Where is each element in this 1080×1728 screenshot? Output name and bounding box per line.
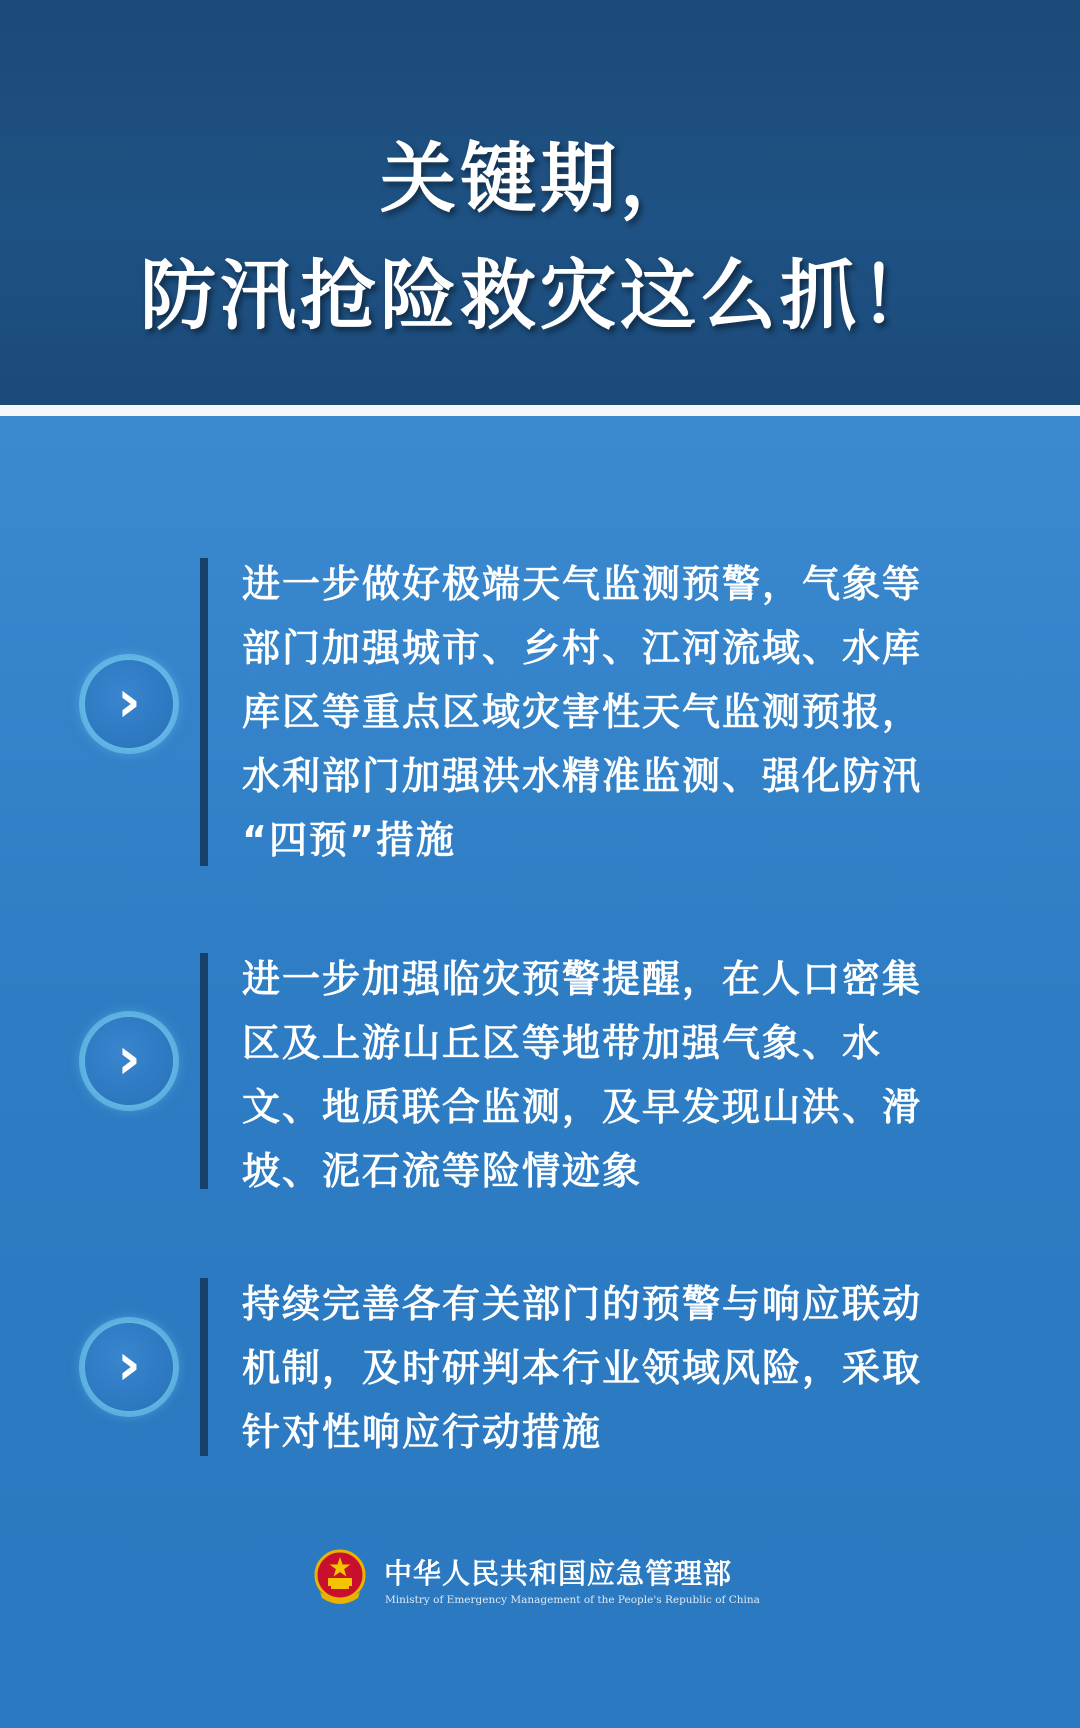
item-text-line: 机制，及时研判本行业领域风险，采取 xyxy=(242,1346,923,1390)
list-item xyxy=(0,953,1080,1193)
item-text xyxy=(242,947,992,1203)
item-accent-bar xyxy=(200,953,208,1189)
chevron-right-icon: › xyxy=(85,1017,173,1105)
item-text-line: 库区等重点区域灾害性天气监测预报， xyxy=(242,690,923,734)
list-item xyxy=(0,558,1080,866)
item-text xyxy=(242,1272,992,1464)
chevron-right-icon: › xyxy=(85,1323,173,1411)
item-text-line: 针对性响应行动措施 xyxy=(242,1410,603,1454)
item-text xyxy=(242,552,992,872)
item-text-line: 文、地质联合监测，及早发现山洪、滑 xyxy=(242,1085,923,1129)
chevron-right-icon: › xyxy=(85,660,173,748)
organization-name-english: Ministry of Emergency Management of the People's Republic of China xyxy=(385,1594,760,1606)
item-accent-bar xyxy=(200,558,208,866)
page-title-line-1: 关键期， xyxy=(380,134,700,223)
item-text-line: 进一步加强临灾预警提醒，在人口密集 xyxy=(242,957,923,1001)
item-text-line: 进一步做好极端天气监测预警，气象等 xyxy=(242,562,923,606)
item-text-line: 水利部门加强洪水精准监测、强化防汛 xyxy=(242,754,923,798)
item-text-line: 区及上游山丘区等地带加强气象、水 xyxy=(242,1021,883,1065)
item-text-line: 持续完善各有关部门的预警与响应联动 xyxy=(242,1282,923,1326)
page-title-line-2: 防汛抢险救灾这么抓！ xyxy=(140,251,940,340)
item-text-line: 部门加强城市、乡村、江河流域、水库 xyxy=(242,626,923,670)
footer-logo xyxy=(0,1548,1080,1628)
header-divider xyxy=(0,405,1080,416)
item-text-line: “四预”措施 xyxy=(242,818,456,862)
list-item xyxy=(0,1278,1080,1456)
item-accent-bar xyxy=(200,1278,208,1456)
item-text-line: 坡、泥石流等险情迹象 xyxy=(242,1149,643,1193)
organization-name: 中华人民共和国应急管理部 xyxy=(384,1557,733,1590)
national-emblem-icon xyxy=(314,1548,366,1606)
